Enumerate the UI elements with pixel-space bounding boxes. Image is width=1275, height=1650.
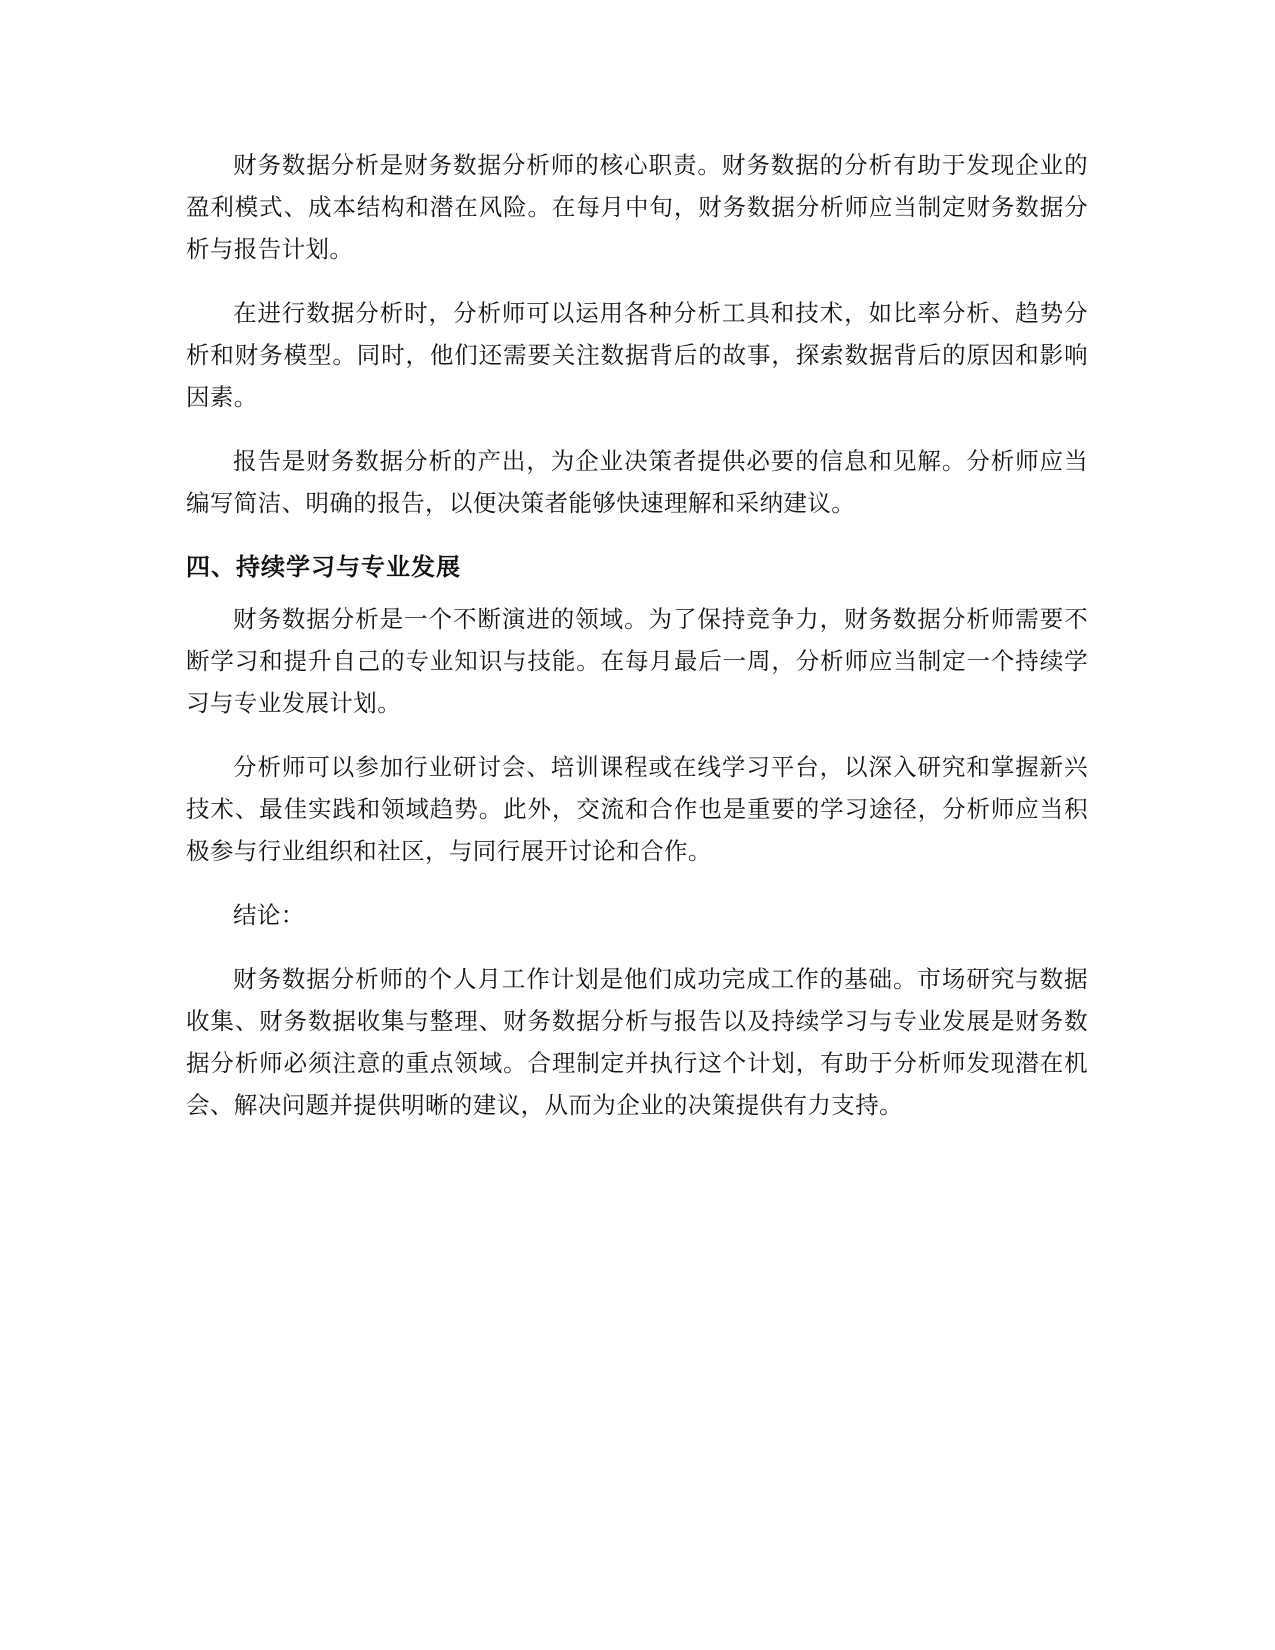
- section-heading-continuous-learning: 四、持续学习与专业发展: [186, 553, 461, 581]
- paragraph-analysis-tools: 在进行数据分析时，分析师可以运用各种分析工具和技术，如比率分析、趋势分析和财务模型。同时，他们还需要关注数据背后的故事，探索数据背后的原因和影响因素。: [186, 299, 1088, 411]
- conclusion-label: 结论：: [233, 901, 305, 929]
- paragraph-learning-plan: 财务数据分析是一个不断演进的领域。为了保持竞争力，财务数据分析师需要不断学习和提升自己的专业知识与技能。在每月最后一周，分析师应当制定一个持续学习与专业发展计划。: [186, 605, 1088, 717]
- paragraph-analysis-duty: 财务数据分析是财务数据分析师的核心职责。财务数据的分析有助于发现企业的盈利模式、成本结构和潜在风险。在每月中旬，财务数据分析师应当制定财务数据分析与报告计划。: [186, 151, 1088, 263]
- paragraph-learning-channels: 分析师可以参加行业研讨会、培训课程或在线学习平台，以深入研究和掌握新兴技术、最佳实践和领域趋势。此外，交流和合作也是重要的学习途径，分析师应当积极参与行业组织和社区，与同行展开讨论和合作。: [186, 753, 1088, 865]
- paragraph-reporting: 报告是财务数据分析的产出，为企业决策者提供必要的信息和见解。分析师应当编写简洁、明确的报告，以便决策者能够快速理解和采纳建议。: [186, 447, 1088, 517]
- paragraph-conclusion: 财务数据分析师的个人月工作计划是他们成功完成工作的基础。市场研究与数据收集、财务数据收集与整理、财务数据分析与报告以及持续学习与专业发展是财务数据分析师必须注意的重点领域。合理制定并执行这个计划，有助于分析师发现潜在机会、解决问题并提供明晰的建议，从而为企业的决策提供有力支持。: [186, 965, 1088, 1119]
- document-body: [186, 144, 1088, 1148]
